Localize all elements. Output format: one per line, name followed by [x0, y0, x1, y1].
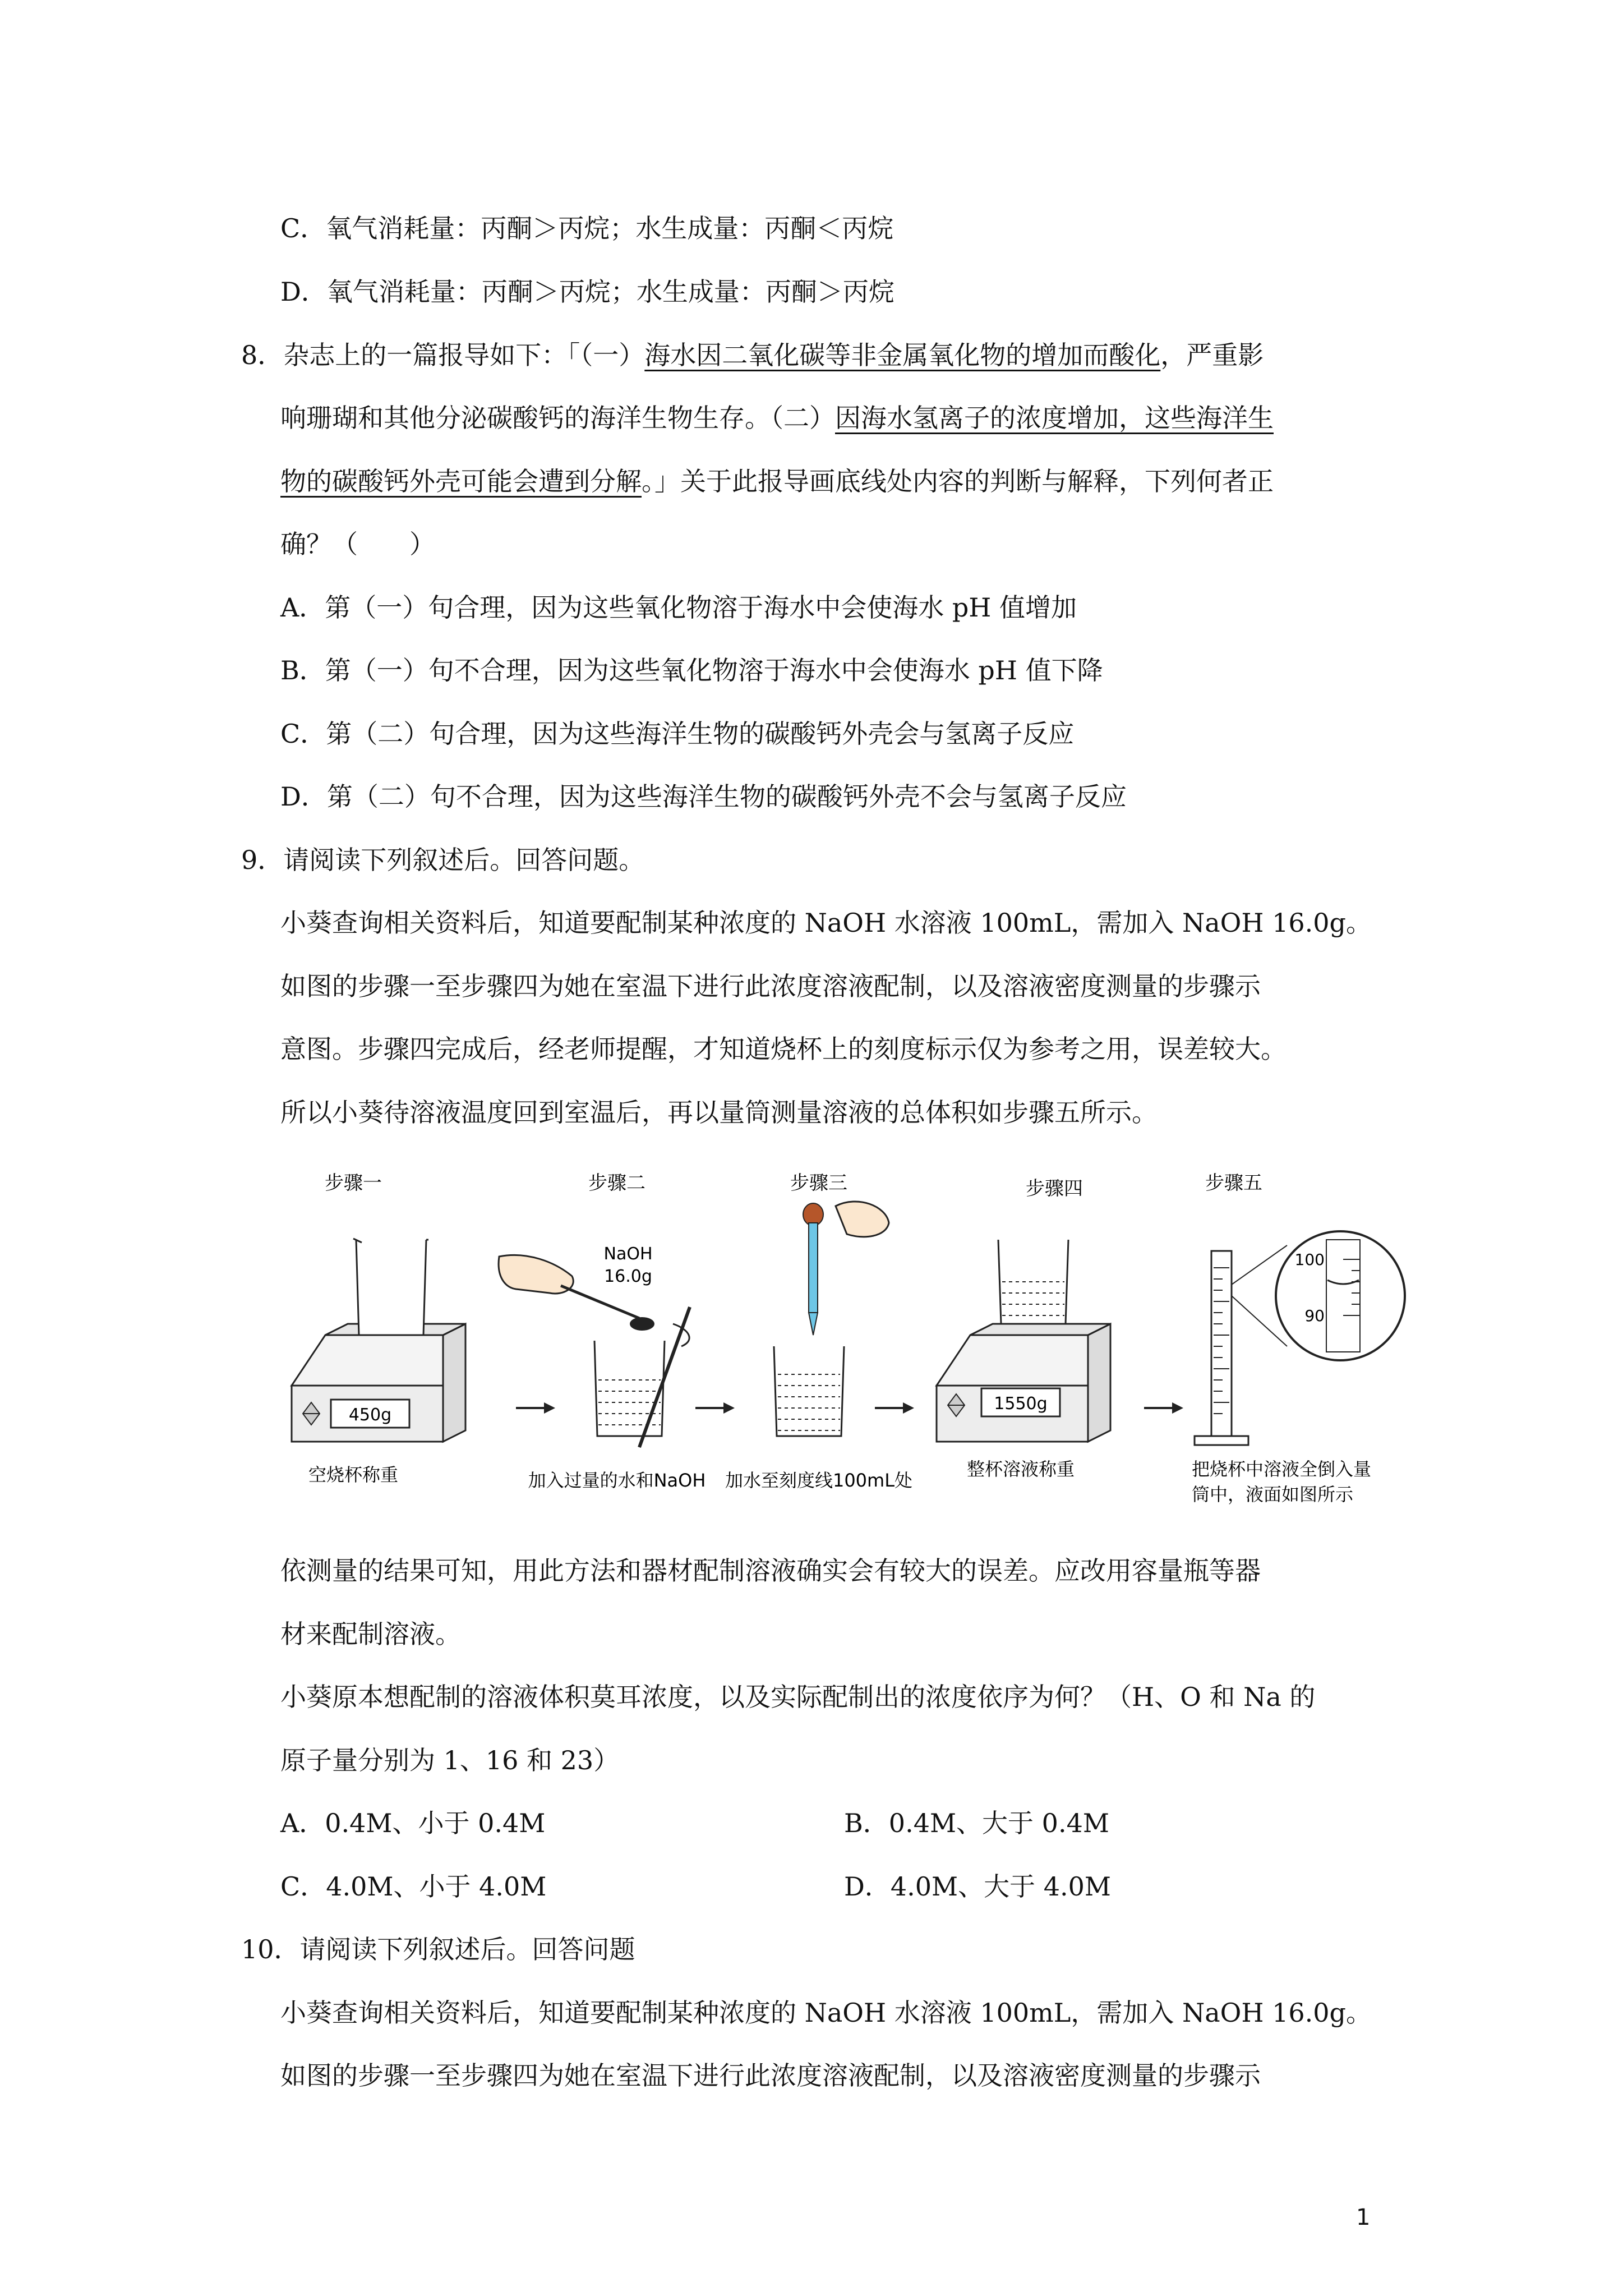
- page-number: 1: [1356, 2205, 1371, 2230]
- naoh-label: NaOH: [603, 1244, 653, 1264]
- q10-title: 10．请阅读下列叙述后。回答问题: [241, 1934, 635, 1964]
- step4-scale-reading: 1550g: [994, 1394, 1048, 1414]
- step5-caption-line2: 筒中，液面如图所示: [1192, 1484, 1354, 1505]
- q9-para-4: 所以小葵待溶液温度回到室温后，再以量筒测量溶液的总体积如步骤五所示。: [280, 1097, 1158, 1128]
- q9-option-c: C．4.0M、小于 4.0M: [280, 1871, 547, 1902]
- step1-label: 步骤一: [325, 1172, 382, 1194]
- q8-option-c: C．第（二）句合理，因为这些海洋生物的碳酸钙外壳会与氢离子反应: [280, 719, 1075, 749]
- q9-option-a: A．0.4M、小于 0.4M: [280, 1808, 546, 1838]
- cylinder-mark-90: 90: [1304, 1306, 1325, 1325]
- arrow-1-head: [544, 1402, 555, 1414]
- arrow-3-head: [903, 1402, 914, 1414]
- step1-scale-reading: 450g: [348, 1405, 392, 1425]
- q8-line1-prefix: 8．杂志上的一篇报导如下：「（一）: [241, 340, 645, 370]
- step4-label: 步骤四: [1026, 1177, 1083, 1200]
- q8-underlined-2a: 因海水氢离子的浓度增加，这些海洋生: [835, 403, 1274, 433]
- naoh-mass-label: 16.0g: [604, 1267, 652, 1286]
- q9-para-6: 材来配制溶液。: [280, 1619, 461, 1649]
- q9-para-7: 小葵原本想配制的溶液体积莫耳浓度，以及实际配制出的浓度依序为何？（H、O 和 Na 的: [280, 1682, 1316, 1712]
- arrow-4-head: [1172, 1402, 1183, 1414]
- q9-option-b: B．0.4M、大于 0.4M: [844, 1808, 1109, 1838]
- cylinder-mark-100: 100: [1294, 1250, 1325, 1269]
- q9-para-8: 原子量分别为 1、16 和 23）: [280, 1745, 620, 1775]
- filled-beaker-step4: [998, 1240, 1068, 1324]
- q7-option-d: D．氧气消耗量：丙酮＞丙烷；水生成量：丙酮＞丙烷: [280, 277, 895, 307]
- step1-caption: 空烧杯称重: [308, 1464, 399, 1485]
- q9-option-d: D．4.0M、大于 4.0M: [844, 1871, 1112, 1902]
- q8-stem-line2: [280, 401, 1274, 435]
- q10-para-2: 如图的步骤一至步骤四为她在室温下进行此浓度溶液配制，以及溶液密度测量的步骤示: [280, 2060, 1261, 2091]
- step2-caption: 加入过量的水和NaOH: [528, 1470, 706, 1491]
- q10-para-1: 小葵查询相关资料后，知道要配制某种浓度的 NaOH 水溶液 100mL，需加入 NaOH 16.0g。: [280, 1998, 1372, 2028]
- beaker-step3: [774, 1346, 844, 1436]
- q9-para-2: 如图的步骤一至步骤四为她在室温下进行此浓度溶液配制，以及溶液密度测量的步骤示: [280, 971, 1261, 1001]
- step4-caption: 整杯溶液称重: [966, 1458, 1075, 1480]
- graduated-cylinder: [1195, 1251, 1248, 1445]
- q7-option-c: C．氧气消耗量：丙酮＞丙烷；水生成量：丙酮＜丙烷: [280, 213, 894, 243]
- q9-para-5: 依测量的结果可知，用此方法和器材配制溶液确实会有较大的误差。应改用容量瓶等器: [280, 1556, 1261, 1586]
- q9-para-3: 意图。步骤四完成后，经老师提醒，才知道烧杯上的刻度标示仅为参考之用，误差较大。: [280, 1034, 1287, 1064]
- q8-option-d: D．第（二）句不合理，因为这些海洋生物的碳酸钙外壳不会与氢离子反应: [280, 781, 1127, 812]
- step5-caption-line1: 把烧杯中溶液全倒入量: [1192, 1458, 1372, 1480]
- q8-option-a: A．第（一）句合理，因为这些氧化物溶于海水中会使海水 pH 值增加: [280, 592, 1077, 623]
- hand-with-dropper: [803, 1202, 889, 1335]
- q8-line2-prefix: 响珊瑚和其他分泌碳酸钙的海洋生物生存。（二）: [280, 403, 835, 433]
- experiment-steps-figure: [280, 1156, 1436, 1515]
- q8-line3-suffix: 。」关于此报导画底线处内容的判断与解释，下列何者正: [642, 466, 1274, 496]
- q8-underlined-1: 海水因二氧化碳等非金属氧化物的增加而酸化: [644, 340, 1161, 370]
- arrow-2-head: [723, 1402, 735, 1414]
- step2-label: 步骤二: [588, 1172, 645, 1194]
- step3-caption: 加水至刻度线100mL处: [725, 1470, 913, 1491]
- q8-underlined-2b: 物的碳酸钙外壳可能会遭到分解: [280, 466, 642, 496]
- q8-line1-suffix: ，严重影: [1160, 340, 1264, 370]
- q9-title: 9．请阅读下列叙述后。回答问题。: [241, 845, 645, 875]
- q8-stem-line1: [241, 338, 1264, 372]
- balance-step4: [937, 1324, 1110, 1442]
- q8-option-b: B．第（一）句不合理，因为这些氧化物溶于海水中会使海水 pH 值下降: [280, 655, 1103, 685]
- q9-para-1: 小葵查询相关资料后，知道要配制某种浓度的 NaOH 水溶液 100mL，需加入 NaOH 16.0g。: [280, 908, 1372, 938]
- step3-label: 步骤三: [790, 1172, 847, 1194]
- step5-label: 步骤五: [1205, 1172, 1262, 1194]
- q8-stem-line4: 确？（ ）: [280, 529, 435, 559]
- q8-stem-line3: [280, 464, 1274, 498]
- empty-beaker-step1: [353, 1239, 428, 1335]
